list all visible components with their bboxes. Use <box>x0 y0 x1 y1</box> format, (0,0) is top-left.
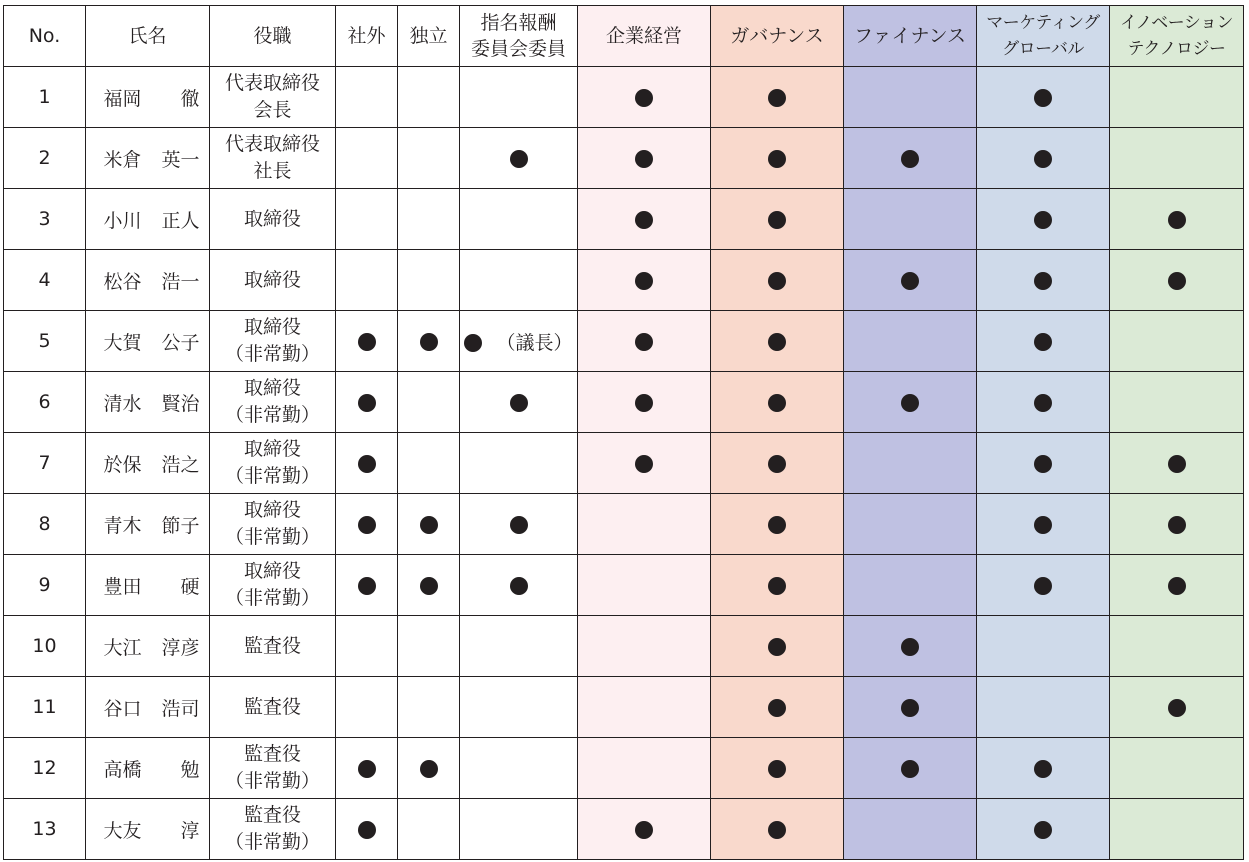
governance-cell <box>711 738 844 799</box>
governance-cell <box>711 494 844 555</box>
header-no: No. <box>4 6 86 67</box>
independent-cell <box>398 616 460 677</box>
innovation-cell <box>1110 250 1244 311</box>
check-dot <box>635 455 653 473</box>
role-line: 取締役 <box>243 560 301 582</box>
member-name <box>86 311 210 372</box>
marketing-cell <box>977 494 1110 555</box>
family-name: 高橋 <box>103 758 142 781</box>
check-dot <box>1034 394 1052 412</box>
given-name: 淳 <box>180 819 200 842</box>
role-line: （非常勤） <box>224 770 320 792</box>
row-number: 4 <box>4 250 86 311</box>
role-line: 取締役 <box>243 207 301 230</box>
member-name <box>86 738 210 799</box>
innovation-cell <box>1110 189 1244 250</box>
role-line: 代表取締役 <box>224 72 320 94</box>
independent-cell <box>398 677 460 738</box>
role-line: 監査役 <box>243 695 301 718</box>
check-dot <box>358 577 376 595</box>
committee-cell <box>460 616 578 677</box>
committee-cell <box>460 250 578 311</box>
outside-cell <box>336 494 398 555</box>
check-dot <box>1168 211 1186 229</box>
outside-cell <box>336 738 398 799</box>
independent-cell <box>398 128 460 189</box>
committee-cell <box>460 311 578 372</box>
check-dot <box>901 272 919 290</box>
check-dot <box>1034 577 1052 595</box>
check-dot <box>768 89 786 107</box>
table-row <box>4 738 1244 799</box>
management-cell <box>578 555 711 616</box>
finance-cell <box>844 799 977 860</box>
member-name <box>86 250 210 311</box>
role-line: 監査役 <box>243 634 301 657</box>
marketing-cell <box>977 250 1110 311</box>
role-line: （非常勤） <box>224 587 320 609</box>
role-line: 監査役 <box>243 743 301 765</box>
member-name <box>86 494 210 555</box>
role-line: 監査役 <box>243 804 301 826</box>
check-dot <box>635 821 653 839</box>
outside-cell <box>336 433 398 494</box>
header-outside: 社外 <box>336 6 398 67</box>
member-role <box>210 799 336 860</box>
check-dot <box>358 394 376 412</box>
row-number: 7 <box>4 433 86 494</box>
governance-cell <box>711 128 844 189</box>
given-name: 硬 <box>180 575 200 598</box>
finance-cell <box>844 250 977 311</box>
member-name <box>86 616 210 677</box>
check-dot <box>1034 455 1052 473</box>
governance-cell <box>711 311 844 372</box>
check-dot <box>901 699 919 717</box>
check-dot <box>768 577 786 595</box>
member-role <box>210 372 336 433</box>
row-number: 8 <box>4 494 86 555</box>
header-marketing-line1: マーケティング <box>986 13 1100 33</box>
check-dot <box>901 638 919 656</box>
check-dot <box>901 394 919 412</box>
chair-mark <box>464 332 572 354</box>
check-dot <box>768 272 786 290</box>
check-dot <box>1034 333 1052 351</box>
committee-cell <box>460 555 578 616</box>
member-name <box>86 555 210 616</box>
family-name: 青木 <box>103 514 142 537</box>
row-number: 3 <box>4 189 86 250</box>
family-name: 松谷 <box>103 270 142 293</box>
member-role <box>210 311 336 372</box>
management-cell <box>578 250 711 311</box>
member-role <box>210 189 336 250</box>
check-dot <box>768 638 786 656</box>
header-committee-line1: 指名報酬 <box>480 12 557 34</box>
role-line: （非常勤） <box>224 465 320 487</box>
innovation-cell <box>1110 311 1244 372</box>
check-dot <box>1034 272 1052 290</box>
member-name <box>86 799 210 860</box>
table-row <box>4 494 1244 555</box>
finance-cell <box>844 128 977 189</box>
check-dot <box>510 516 528 534</box>
role-line: 取締役 <box>243 268 301 291</box>
header-role: 役職 <box>210 6 336 67</box>
independent-cell <box>398 433 460 494</box>
independent-cell <box>398 738 460 799</box>
given-name: 浩一 <box>161 270 200 293</box>
row-number: 9 <box>4 555 86 616</box>
matrix-body <box>4 67 1244 860</box>
outside-cell <box>336 311 398 372</box>
marketing-cell <box>977 799 1110 860</box>
check-dot <box>1168 516 1186 534</box>
check-dot <box>510 394 528 412</box>
check-dot <box>1034 211 1052 229</box>
table-row <box>4 799 1244 860</box>
management-cell <box>578 372 711 433</box>
header-management: 企業経営 <box>578 6 711 67</box>
check-dot <box>420 333 438 351</box>
management-cell <box>578 799 711 860</box>
innovation-cell <box>1110 616 1244 677</box>
committee-cell <box>460 372 578 433</box>
outside-cell <box>336 128 398 189</box>
management-cell <box>578 433 711 494</box>
table-row <box>4 311 1244 372</box>
row-number: 2 <box>4 128 86 189</box>
management-cell <box>578 67 711 128</box>
marketing-cell <box>977 555 1110 616</box>
family-name: 小川 <box>103 209 142 232</box>
innovation-cell <box>1110 738 1244 799</box>
innovation-cell <box>1110 67 1244 128</box>
member-role <box>210 128 336 189</box>
given-name: 公子 <box>161 331 200 354</box>
given-name: 節子 <box>161 514 200 537</box>
role-line: 社長 <box>253 160 292 182</box>
marketing-cell <box>977 128 1110 189</box>
header-name: 氏名 <box>86 6 210 67</box>
check-dot <box>420 760 438 778</box>
innovation-cell <box>1110 433 1244 494</box>
row-number: 5 <box>4 311 86 372</box>
committee-cell <box>460 67 578 128</box>
check-dot <box>768 455 786 473</box>
independent-cell <box>398 494 460 555</box>
marketing-cell <box>977 311 1110 372</box>
governance-cell <box>711 555 844 616</box>
role-line: 取締役 <box>243 499 301 521</box>
committee-cell <box>460 799 578 860</box>
finance-cell <box>844 494 977 555</box>
innovation-cell <box>1110 799 1244 860</box>
finance-cell <box>844 189 977 250</box>
check-dot <box>768 516 786 534</box>
member-role <box>210 738 336 799</box>
marketing-cell <box>977 189 1110 250</box>
committee-cell <box>460 738 578 799</box>
check-dot <box>768 333 786 351</box>
innovation-cell <box>1110 494 1244 555</box>
management-cell <box>578 128 711 189</box>
check-dot <box>358 516 376 534</box>
check-dot <box>358 760 376 778</box>
row-number: 13 <box>4 799 86 860</box>
check-dot <box>635 89 653 107</box>
check-dot <box>768 211 786 229</box>
check-dot <box>768 760 786 778</box>
finance-cell <box>844 555 977 616</box>
family-name: 大江 <box>103 636 142 659</box>
governance-cell <box>711 189 844 250</box>
family-name: 大賀 <box>103 331 142 354</box>
check-dot <box>635 394 653 412</box>
governance-cell <box>711 372 844 433</box>
chair-label: （議長） <box>496 331 573 354</box>
finance-cell <box>844 677 977 738</box>
row-number: 10 <box>4 616 86 677</box>
management-cell <box>578 311 711 372</box>
check-dot <box>510 150 528 168</box>
innovation-cell <box>1110 555 1244 616</box>
header-marketing-line2: グローバル <box>1002 39 1084 59</box>
outside-cell <box>336 555 398 616</box>
marketing-cell <box>977 372 1110 433</box>
family-name: 豊田 <box>103 575 142 598</box>
role-line: 代表取締役 <box>224 133 320 155</box>
outside-cell <box>336 677 398 738</box>
row-number: 12 <box>4 738 86 799</box>
role-line: （非常勤） <box>224 831 320 853</box>
finance-cell <box>844 311 977 372</box>
table-row <box>4 67 1244 128</box>
independent-cell <box>398 372 460 433</box>
finance-cell <box>844 433 977 494</box>
member-role <box>210 555 336 616</box>
header-finance: ファイナンス <box>844 6 977 67</box>
table-row <box>4 372 1244 433</box>
check-dot <box>901 150 919 168</box>
member-name <box>86 189 210 250</box>
check-dot <box>1168 699 1186 717</box>
check-dot <box>1034 89 1052 107</box>
finance-cell <box>844 738 977 799</box>
header-innovation <box>1110 6 1244 67</box>
row-number: 6 <box>4 372 86 433</box>
marketing-cell <box>977 67 1110 128</box>
check-dot <box>1034 821 1052 839</box>
family-name: 大友 <box>103 819 142 842</box>
independent-cell <box>398 799 460 860</box>
check-dot <box>358 821 376 839</box>
committee-cell <box>460 128 578 189</box>
header-committee-line2: 委員会委員 <box>470 38 566 60</box>
header-governance: ガバナンス <box>711 6 844 67</box>
check-dot <box>1168 577 1186 595</box>
header-innovation-line2: テクノロジー <box>1127 39 1226 59</box>
management-cell <box>578 616 711 677</box>
family-name: 清水 <box>103 392 142 415</box>
marketing-cell <box>977 677 1110 738</box>
member-name <box>86 67 210 128</box>
outside-cell <box>336 67 398 128</box>
member-name <box>86 677 210 738</box>
check-dot <box>635 211 653 229</box>
check-dot <box>1034 760 1052 778</box>
check-dot <box>358 455 376 473</box>
committee-cell <box>460 494 578 555</box>
check-dot <box>768 150 786 168</box>
independent-cell <box>398 67 460 128</box>
member-name <box>86 433 210 494</box>
outside-cell <box>336 372 398 433</box>
member-role <box>210 616 336 677</box>
check-dot <box>1034 150 1052 168</box>
role-line: （非常勤） <box>224 526 320 548</box>
innovation-cell <box>1110 128 1244 189</box>
check-dot <box>420 516 438 534</box>
role-line: （非常勤） <box>224 343 320 365</box>
member-role <box>210 494 336 555</box>
table-row <box>4 555 1244 616</box>
role-line: 取締役 <box>243 316 301 338</box>
independent-cell <box>398 189 460 250</box>
independent-cell <box>398 311 460 372</box>
given-name: 英一 <box>161 148 200 171</box>
row-number: 11 <box>4 677 86 738</box>
role-line: 取締役 <box>243 438 301 460</box>
check-dot <box>768 699 786 717</box>
family-name: 谷口 <box>103 697 142 720</box>
given-name: 勉 <box>180 758 200 781</box>
member-role <box>210 250 336 311</box>
given-name: 淳彦 <box>161 636 200 659</box>
family-name: 米倉 <box>103 148 142 171</box>
check-dot <box>635 333 653 351</box>
header-committee <box>460 6 578 67</box>
header-innovation-line1: イノベーション <box>1119 13 1234 33</box>
finance-cell <box>844 616 977 677</box>
given-name: 正人 <box>161 209 200 232</box>
member-role <box>210 677 336 738</box>
check-dot <box>358 333 376 351</box>
governance-cell <box>711 250 844 311</box>
marketing-cell <box>977 738 1110 799</box>
role-line: （非常勤） <box>224 404 320 426</box>
check-dot <box>1168 455 1186 473</box>
given-name: 賢治 <box>161 392 200 415</box>
check-dot <box>464 334 482 352</box>
table-row <box>4 677 1244 738</box>
given-name: 浩之 <box>161 453 200 476</box>
table-row <box>4 128 1244 189</box>
role-line: 会長 <box>253 99 292 121</box>
outside-cell <box>336 250 398 311</box>
committee-cell <box>460 677 578 738</box>
marketing-cell <box>977 616 1110 677</box>
header-marketing <box>977 6 1110 67</box>
independent-cell <box>398 250 460 311</box>
board-skill-matrix <box>3 5 1244 860</box>
check-dot <box>635 150 653 168</box>
governance-cell <box>711 433 844 494</box>
table-row <box>4 616 1244 677</box>
member-name <box>86 128 210 189</box>
governance-cell <box>711 799 844 860</box>
check-dot <box>768 821 786 839</box>
innovation-cell <box>1110 372 1244 433</box>
family-name: 於保 <box>103 453 142 476</box>
row-number: 1 <box>4 67 86 128</box>
given-name: 徹 <box>180 87 200 110</box>
header-independent: 独立 <box>398 6 460 67</box>
committee-cell <box>460 433 578 494</box>
outside-cell <box>336 799 398 860</box>
header-row <box>4 6 1244 67</box>
governance-cell <box>711 616 844 677</box>
finance-cell <box>844 372 977 433</box>
member-role <box>210 67 336 128</box>
management-cell <box>578 738 711 799</box>
table-row <box>4 250 1244 311</box>
table-row <box>4 433 1244 494</box>
outside-cell <box>336 616 398 677</box>
governance-cell <box>711 677 844 738</box>
marketing-cell <box>977 433 1110 494</box>
outside-cell <box>336 189 398 250</box>
table-row <box>4 189 1244 250</box>
check-dot <box>1168 272 1186 290</box>
check-dot <box>420 577 438 595</box>
check-dot <box>510 577 528 595</box>
given-name: 浩司 <box>161 697 200 720</box>
check-dot <box>1034 516 1052 534</box>
committee-cell <box>460 189 578 250</box>
family-name: 福岡 <box>103 87 142 110</box>
management-cell <box>578 677 711 738</box>
member-role <box>210 433 336 494</box>
finance-cell <box>844 67 977 128</box>
check-dot <box>901 760 919 778</box>
member-name <box>86 372 210 433</box>
check-dot <box>635 272 653 290</box>
management-cell <box>578 189 711 250</box>
check-dot <box>768 394 786 412</box>
innovation-cell <box>1110 677 1244 738</box>
role-line: 取締役 <box>243 377 301 399</box>
management-cell <box>578 494 711 555</box>
independent-cell <box>398 555 460 616</box>
governance-cell <box>711 67 844 128</box>
